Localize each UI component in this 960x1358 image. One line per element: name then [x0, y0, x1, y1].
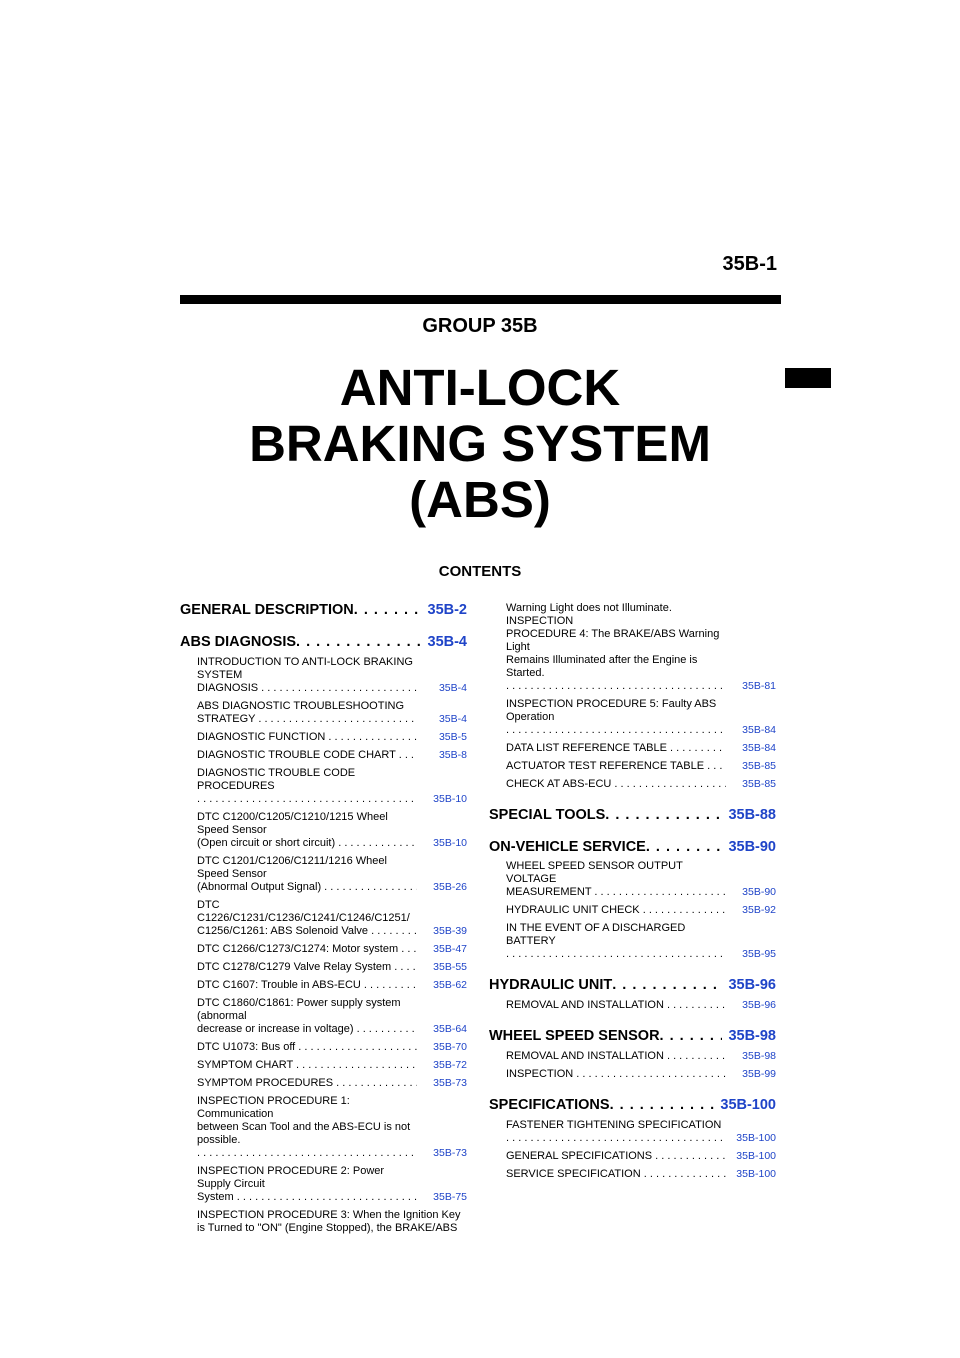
toc-page-link[interactable]: 35B-96	[728, 977, 776, 993]
toc-item-label: HYDRAULIC UNIT CHECK	[506, 904, 640, 916]
toc-items	[489, 860, 776, 961]
toc-page-link[interactable]: 35B-98	[728, 1028, 776, 1044]
toc-page-link[interactable]: 35B-85	[742, 778, 776, 790]
toc-item-label: INSPECTION PROCEDURE 2: Power Supply Circuit	[197, 1165, 385, 1190]
toc-item-label: INSPECTION PROCEDURE 5: Faulty ABS Operation	[506, 698, 717, 723]
toc-item-label: DIAGNOSTIC FUNCTION	[197, 731, 326, 743]
toc-item-label: DIAGNOSTIC TROUBLE CODE CHART	[197, 749, 396, 761]
toc-item-label: DIAGNOSIS	[197, 682, 259, 694]
toc-item-label: INTRODUCTION TO ANTI-LOCK BRAKING SYSTEM	[197, 656, 413, 681]
toc-item-label: decrease or increase in voltage)	[197, 1023, 354, 1035]
toc-page-link[interactable]: 35B-10	[433, 793, 467, 805]
toc-item-label: Remains Illuminated after the Engine is Started.	[506, 654, 698, 679]
toc-page-link[interactable]: 35B-81	[742, 680, 776, 692]
toc-item[interactable]	[489, 1119, 776, 1145]
toc-page-link[interactable]: 35B-64	[433, 1023, 467, 1035]
toc-item[interactable]	[180, 749, 467, 762]
toc-item[interactable]	[489, 602, 776, 693]
toc-page-link[interactable]: 35B-5	[438, 731, 467, 743]
toc-page-link[interactable]: 35B-70	[433, 1041, 467, 1053]
toc-item-label: between Scan Tool and the ABS-ECU is not possible.	[197, 1121, 411, 1146]
toc-item-label: DATA LIST REFERENCE TABLE	[506, 742, 667, 754]
toc-page-link[interactable]: 35B-90	[728, 839, 776, 855]
toc-page-link[interactable]: 35B-4	[438, 682, 467, 694]
toc-item-label: INSPECTION	[506, 1068, 574, 1080]
toc-left-column	[180, 602, 467, 1235]
toc-item[interactable]	[180, 767, 467, 806]
toc-section-abs-diagnosis[interactable]	[180, 634, 467, 650]
toc-page-link[interactable]: 35B-92	[742, 904, 776, 916]
toc-item[interactable]	[180, 899, 467, 938]
toc-section-label: ABS DIAGNOSIS	[180, 634, 297, 650]
title-line: BRAKING SYSTEM	[249, 415, 711, 472]
toc-items	[489, 1050, 776, 1081]
toc-section-label: SPECIAL TOOLS	[489, 807, 606, 823]
toc-item[interactable]	[180, 731, 467, 744]
title-line: ANTI-LOCK	[339, 359, 621, 416]
toc-section-wheel-speed-sensor[interactable]	[489, 1028, 776, 1044]
toc-item-label: MEASUREMENT	[506, 886, 592, 898]
toc-item[interactable]	[489, 860, 776, 899]
title-line: (ABS)	[409, 471, 551, 528]
toc-section-label: GENERAL DESCRIPTION	[180, 602, 354, 618]
toc-section-hydraulic-unit[interactable]	[489, 977, 776, 993]
contents-heading: CONTENTS	[438, 563, 522, 580]
toc-item[interactable]	[489, 999, 776, 1012]
toc-item-label: is Turned to "ON" (Engine Stopped), the BRAKE/ABS	[197, 1222, 458, 1234]
page-title	[0, 360, 960, 528]
toc-items	[180, 656, 467, 1204]
toc-items	[489, 1119, 776, 1181]
toc-item[interactable]	[180, 855, 467, 894]
toc-item-label: DTC C1278/C1279 Valve Relay System	[197, 961, 392, 973]
toc-page-link[interactable]: 35B-73	[433, 1147, 467, 1159]
toc-page-link[interactable]: 35B-95	[742, 948, 776, 960]
toc-item[interactable]	[489, 1168, 776, 1181]
toc-section-label: SPECIFICATIONS	[489, 1097, 610, 1113]
toc-item[interactable]	[180, 656, 467, 695]
toc-item-label: INSPECTION PROCEDURE 1: Communication	[197, 1095, 350, 1120]
toc-section-general[interactable]	[180, 602, 467, 618]
toc-item-label: GENERAL SPECIFICATIONS	[506, 1150, 653, 1162]
toc-section-on-vehicle-service[interactable]	[489, 839, 776, 855]
toc-page-link[interactable]: 35B-8	[438, 749, 467, 761]
toc-item[interactable]	[180, 997, 467, 1036]
toc-items	[489, 698, 776, 791]
toc-page-link[interactable]: 35B-72	[433, 1059, 467, 1071]
toc-item-label: DIAGNOSTIC TROUBLE CODE PROCEDURES	[197, 767, 356, 792]
toc-page-link[interactable]: 35B-84	[742, 724, 776, 736]
toc-item[interactable]	[489, 760, 776, 773]
header-rule	[180, 295, 781, 304]
toc-item[interactable]	[180, 961, 467, 974]
toc-page-link[interactable]: 35B-4	[438, 713, 467, 725]
toc-item-label: SERVICE SPECIFICATION	[506, 1168, 641, 1180]
toc-item-label: DTC U1073: Bus off	[197, 1041, 296, 1053]
toc-item[interactable]	[489, 742, 776, 755]
toc-section-special-tools[interactable]	[489, 807, 776, 823]
toc-item-label: PROCEDURE 4: The BRAKE/ABS Warning Light	[506, 628, 720, 653]
toc-page-link[interactable]: 35B-55	[433, 961, 467, 973]
toc-page-link[interactable]: 35B-75	[433, 1191, 467, 1203]
toc-item-label: DTC C1226/C1231/C1236/C1241/C1246/C1251/	[197, 899, 410, 924]
toc-item-label: REMOVAL AND INSTALLATION	[506, 1050, 664, 1062]
toc-page-link[interactable]: 35B-85	[742, 760, 776, 772]
toc-item-label: (Abnormal Output Signal)	[197, 881, 322, 893]
toc-page-link[interactable]: 35B-10	[433, 837, 467, 849]
toc-page-link[interactable]: 35B-88	[728, 807, 776, 823]
toc-item[interactable]	[489, 904, 776, 917]
toc-section-specifications[interactable]	[489, 1097, 776, 1113]
toc-page-link[interactable]: 35B-99	[742, 1068, 776, 1080]
toc-item-label: DTC C1860/C1861: Power supply system (abnormal	[197, 997, 401, 1022]
toc-page-link[interactable]: 35B-100	[720, 1097, 776, 1113]
toc-item[interactable]	[180, 1165, 467, 1204]
toc-item-label: CHECK AT ABS-ECU	[506, 778, 612, 790]
toc-item-label: IN THE EVENT OF A DISCHARGED BATTERY	[506, 922, 686, 947]
toc-item-label: FASTENER TIGHTENING SPECIFICATION	[506, 1119, 722, 1131]
page-number: 35B-1	[722, 253, 777, 275]
toc-item-label: DTC C1607: Trouble in ABS-ECU	[197, 979, 361, 991]
toc-section-label: HYDRAULIC UNIT	[489, 977, 613, 993]
toc-item[interactable]	[489, 1068, 776, 1081]
toc-page-link[interactable]: 35B-39	[433, 925, 467, 937]
toc-page-link[interactable]: 35B-26	[433, 881, 467, 893]
toc-page-link[interactable]: 35B-98	[742, 1050, 776, 1062]
toc-item-label: C1256/C1261: ABS Solenoid Valve	[197, 925, 369, 937]
toc-item-label: INSPECTION PROCEDURE 3: When the Ignition Key	[197, 1209, 461, 1221]
toc-item-label: REMOVAL AND INSTALLATION	[506, 999, 664, 1011]
toc-item-label: SYMPTOM CHART	[197, 1059, 293, 1071]
toc-item-label: DTC C1201/C1206/C1211/1216 Wheel Speed Sensor	[197, 855, 387, 880]
toc-item-label: Warning Light does not Illuminate. INSPECTION	[506, 602, 672, 627]
toc-page-link[interactable]: 35B-100	[736, 1150, 776, 1162]
toc-page-link[interactable]: 35B-73	[433, 1077, 467, 1089]
toc-item-label: ABS DIAGNOSTIC TROUBLESHOOTING	[197, 700, 404, 712]
toc-item-label: System	[197, 1191, 234, 1203]
toc-item-label: DTC C1266/C1273/C1274: Motor system	[197, 943, 399, 955]
toc-items	[489, 999, 776, 1012]
toc-item-label: ACTUATOR TEST REFERENCE TABLE	[506, 760, 705, 772]
toc-page-link[interactable]: 35B-47	[433, 943, 467, 955]
toc-item[interactable]	[489, 1150, 776, 1163]
toc-right-column	[489, 602, 776, 1186]
toc-item[interactable]	[180, 1095, 467, 1160]
toc-section-label: ON-VEHICLE SERVICE	[489, 839, 646, 855]
group-heading: GROUP 35B	[422, 315, 538, 337]
toc-item-label: DTC C1200/C1205/C1210/1215 Wheel Speed Sensor	[197, 811, 388, 836]
toc-item-label: SYMPTOM PROCEDURES	[197, 1077, 334, 1089]
toc-page-link[interactable]: 35B-96	[742, 999, 776, 1011]
toc-item[interactable]	[489, 1050, 776, 1063]
toc-section-label: WHEEL SPEED SENSOR	[489, 1028, 660, 1044]
toc-page-link[interactable]: 35B-90	[742, 886, 776, 898]
toc-item[interactable]	[180, 1209, 467, 1235]
toc-item[interactable]	[180, 979, 467, 992]
toc-page-link[interactable]: 35B-84	[742, 742, 776, 754]
toc-item[interactable]	[180, 811, 467, 850]
toc-page-link[interactable]: 35B-4	[427, 634, 467, 650]
toc-item[interactable]	[489, 698, 776, 737]
toc-item-label: (Open circuit or short circuit)	[197, 837, 336, 849]
toc-page-link[interactable]: 35B-62	[433, 979, 467, 991]
toc-item[interactable]	[180, 943, 467, 956]
toc-item[interactable]	[180, 1041, 467, 1054]
toc-page-link[interactable]: 35B-100	[736, 1132, 776, 1144]
toc-item[interactable]	[180, 1077, 467, 1090]
toc-item[interactable]	[180, 1059, 467, 1072]
toc-item-label: WHEEL SPEED SENSOR OUTPUT VOLTAGE	[506, 860, 683, 885]
toc-page-link[interactable]: 35B-100	[736, 1168, 776, 1180]
toc-page-link[interactable]: 35B-2	[427, 602, 467, 618]
toc-item[interactable]	[489, 778, 776, 791]
toc-item[interactable]	[489, 922, 776, 961]
toc-item-label: STRATEGY	[197, 713, 256, 725]
toc-item[interactable]	[180, 700, 467, 726]
